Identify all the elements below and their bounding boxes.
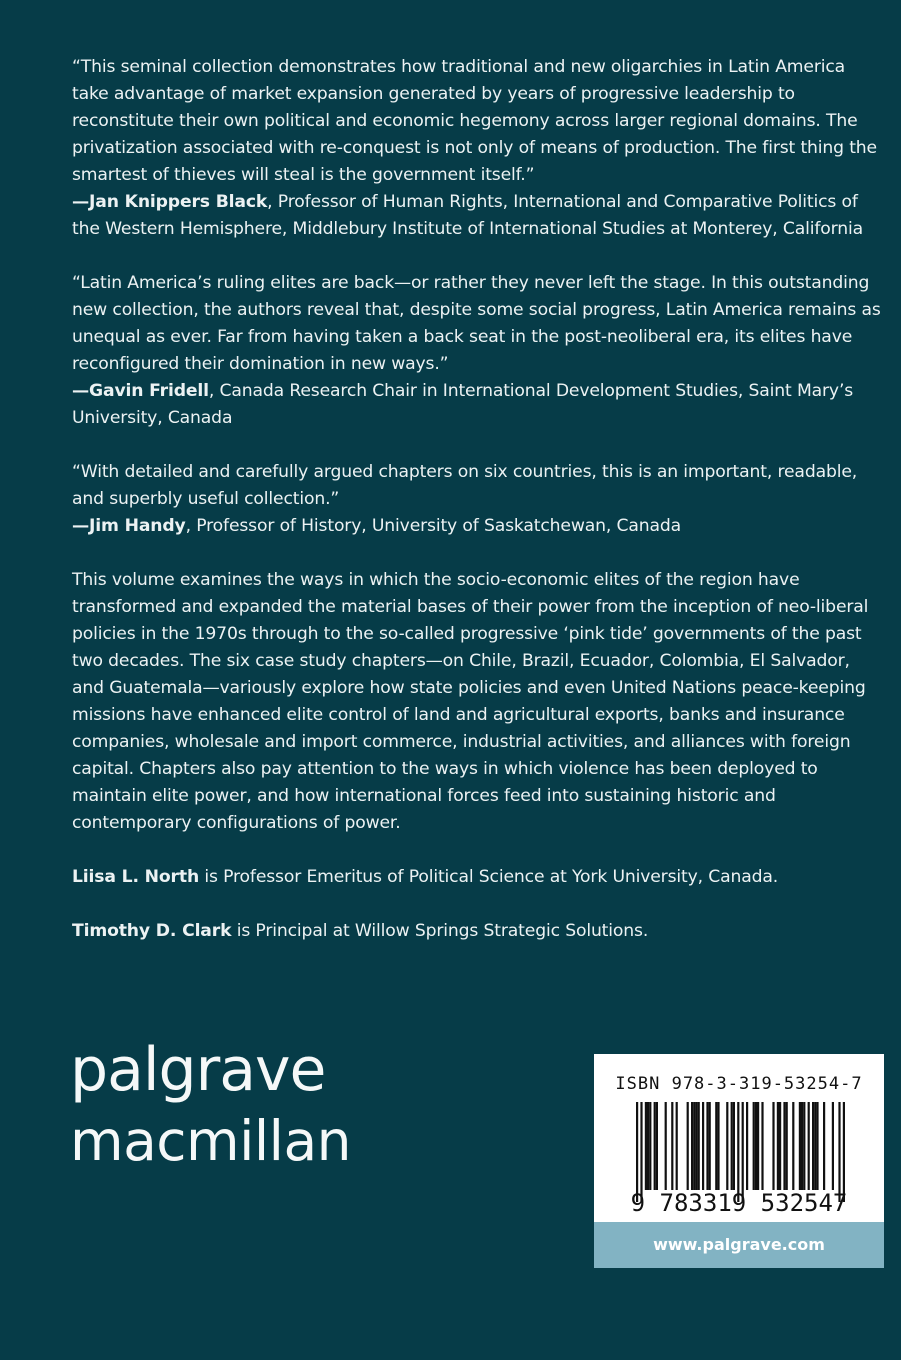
- quote-text: “This seminal collection demonstrates how traditional and new oligarchies in Latin America take advantage of market expansion generated by years of progressive leadership to reconstitute their own political and economic hegemony across larger regional domains. The privatization associated with re-conquest is not only of means of production. The first thing the smartest of thieves will steal is the government itself.”: [72, 57, 877, 185]
- barcode-bar: [755, 1102, 757, 1190]
- publisher-logo: [70, 1035, 352, 1173]
- barcode-bar: [691, 1102, 693, 1190]
- barcode-bar: [832, 1102, 834, 1190]
- barcode-bar: [799, 1102, 801, 1190]
- barcode-bar: [656, 1102, 658, 1190]
- quote-author: —Jim Handy: [72, 516, 186, 536]
- barcode-bar: [757, 1102, 759, 1190]
- quote-attribution: [72, 378, 884, 432]
- barcode-bar: [786, 1102, 788, 1190]
- barcode-bar: [761, 1102, 763, 1190]
- barcode-bar: [649, 1102, 651, 1190]
- barcode-bar: [687, 1102, 689, 1190]
- barcode-bar: [645, 1102, 647, 1190]
- logo-line-macmillan: macmillan: [70, 1109, 352, 1173]
- quote-author: —Jan Knippers Black: [72, 192, 268, 212]
- barcode-bar: [779, 1102, 781, 1190]
- editor-bio-text: is Principal at Willow Springs Strategic Solutions.: [231, 921, 649, 941]
- barcode-bar: [706, 1102, 708, 1190]
- barcode-bar: [843, 1102, 845, 1202]
- quote-affiliation: , Professor of Human Rights, International and Comparative Politics of the Western Hemisphere, Middlebury Institute of International Studies at Monterey, California: [72, 192, 863, 239]
- quote-affiliation: , Canada Research Chair in International Development Studies, Saint Mary’s University, Canada: [72, 381, 854, 428]
- quote-2: [72, 270, 884, 432]
- barcode-bar: [709, 1102, 711, 1190]
- barcode-bar: [717, 1102, 719, 1190]
- quote-affiliation: , Professor of History, University of Saskatchewan, Canada: [185, 516, 682, 536]
- barcode-bar: [702, 1102, 704, 1190]
- quote-attribution: [72, 189, 884, 243]
- barcode-bar: [737, 1102, 739, 1202]
- barcode-digits: 9 783319 532547: [630, 1189, 848, 1217]
- barcode-bar: [676, 1102, 678, 1190]
- barcode-bar: [808, 1102, 810, 1190]
- logo-line-palgrave: palgrave: [70, 1035, 326, 1105]
- barcode-bar: [816, 1102, 818, 1190]
- barcode-bar: [695, 1102, 697, 1190]
- book-description: This volume examines the ways in which the socio-economic elites of the region have transformed and expanded the material bases of their power from the inception of neo-liberal policies in the 1970s through to the so-called progressive ‘pink tide’ governments of the past two decades. The six case study chapters—on Chile, Brazil, Ecuador, Colombia, El Salvador, and Guatemala—variously explore how state policies and even United Nations peace-keeping missions have enhanced elite control of land and agricultural exports, banks and insurance companies, wholesale and import commerce, industrial activities, and alliances with foreign capital. Chapters also pay attention to the ways in which violence has been deployed to maintain elite power, and how international forces feed into sustaining historic and contemporary configurations of power.: [72, 570, 869, 833]
- barcode-bar: [792, 1102, 794, 1190]
- back-cover-text: [72, 54, 884, 972]
- barcode-bar: [742, 1102, 744, 1202]
- publisher-url: www.palgrave.com: [594, 1222, 884, 1268]
- barcode-bar: [772, 1102, 774, 1190]
- barcode-bar: [693, 1102, 695, 1190]
- editor-name: Timothy D. Clark: [72, 921, 232, 941]
- quote-text: “Latin America’s ruling elites are back—or rather they never left the stage. In this outstanding new collection, the authors reveal that, despite some social progress, Latin America remains as unequal as ever. Far from having taken a back seat in the post-neoliberal era, its elites have reconfigured their domination in new ways.”: [72, 273, 881, 374]
- barcode-bar: [753, 1102, 755, 1190]
- barcode-bar: [801, 1102, 803, 1190]
- quote-attribution: [72, 513, 884, 540]
- barcode-bar: [671, 1102, 673, 1190]
- barcode-bar: [715, 1102, 717, 1190]
- barcode-bar: [640, 1102, 642, 1202]
- barcode-bar: [777, 1102, 779, 1190]
- barcode-bar: [654, 1102, 656, 1190]
- barcode-bar: [636, 1102, 638, 1202]
- editor-bio-1: [72, 864, 884, 891]
- barcode-bar: [783, 1102, 785, 1190]
- isbn-barcode-box: [594, 1054, 884, 1268]
- barcode-bar: [746, 1102, 748, 1190]
- barcode-bar: [803, 1102, 805, 1190]
- barcode-bar: [647, 1102, 649, 1190]
- barcode-bar: [823, 1102, 825, 1190]
- barcode-bar: [665, 1102, 667, 1190]
- barcode-bar: [814, 1102, 816, 1190]
- editor-bio-text: is Professor Emeritus of Political Science at York University, Canada.: [199, 867, 779, 887]
- barcode-bar: [838, 1102, 840, 1202]
- barcode-bar: [698, 1102, 700, 1190]
- barcode-bar: [812, 1102, 814, 1190]
- barcode-bar: [731, 1102, 733, 1190]
- isbn-label: ISBN 978-3-319-53254-7: [615, 1074, 863, 1094]
- editor-bio-2: [72, 918, 884, 945]
- editor-name: Liisa L. North: [72, 867, 200, 887]
- quote-3: [72, 459, 884, 540]
- barcode-bar: [726, 1102, 728, 1190]
- barcode-bar: [733, 1102, 735, 1190]
- quote-1: [72, 54, 884, 243]
- quote-author: —Gavin Fridell: [72, 381, 209, 401]
- quote-text: “With detailed and carefully argued chapters on six countries, this is an important, readable, and superbly useful collection.”: [72, 462, 858, 509]
